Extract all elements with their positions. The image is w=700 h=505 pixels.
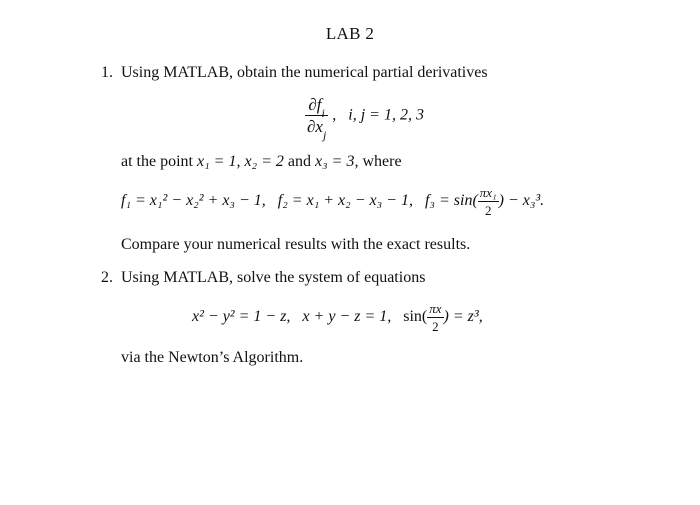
partial-numerator: ∂f [308, 95, 322, 114]
partial-denominator-sub: j [322, 127, 327, 142]
partial-derivative-expression: $\frac{\partial f_i}{\partial x_j}$ , i, j = 1, 2, 3 [307, 95, 424, 142]
point-text-b: and [287, 153, 312, 170]
f2-definition: f₂ = x₁ + x₂ − x₃ − 1, [277, 192, 413, 210]
point-line [121, 153, 402, 171]
equation-3-left: sin( [403, 308, 428, 326]
method-text: via the Newton’s Algorithm. [121, 349, 304, 366]
point-text-c: where [362, 153, 402, 170]
problem-1-intro: Using MATLAB, obtain the numerical partial derivatives [121, 64, 488, 81]
compare-text: Compare your numerical results with the exact results. [121, 236, 471, 253]
partial-derivative-fraction [305, 95, 328, 142]
page-title: LAB 2 [325, 24, 375, 43]
partial-numerator-sub: i [321, 105, 325, 120]
f3-frac-num: πx₁ [479, 185, 497, 200]
equation-system [192, 302, 483, 333]
equation-1: x² − y² = 1 − z, [192, 308, 291, 326]
point-eq-1: x₁ = 1, x₂ = 2 [196, 153, 284, 170]
eq3-frac-num: πx [429, 301, 442, 316]
problem-2-intro: Using MATLAB, solve the system of equations [121, 269, 426, 286]
f3-frac-den: 2 [484, 203, 492, 218]
equation-2: x + y − z = 1, [302, 308, 392, 326]
problem-2-number: 2. [101, 269, 113, 286]
problem-1-number: 1. [101, 64, 113, 81]
equation-3-fraction [427, 302, 443, 333]
equation-3-right: ) = z³, [443, 308, 483, 326]
eq3-frac-den: 2 [432, 319, 439, 334]
f3-left: f₃ = sin( [424, 192, 478, 210]
point-eq-3: x₃ = 3, [315, 153, 359, 170]
point-text-a: at the point [121, 153, 193, 170]
f3-right: ) − x₃³. [498, 192, 545, 210]
f1-definition: f₁ = x₁² − x₂² + x₃ − 1, [121, 192, 266, 210]
index-condition: i, j = 1, 2, 3 [348, 106, 424, 124]
partial-denominator: ∂x [307, 117, 323, 136]
f3-fraction [478, 186, 499, 217]
function-definitions [121, 186, 544, 217]
